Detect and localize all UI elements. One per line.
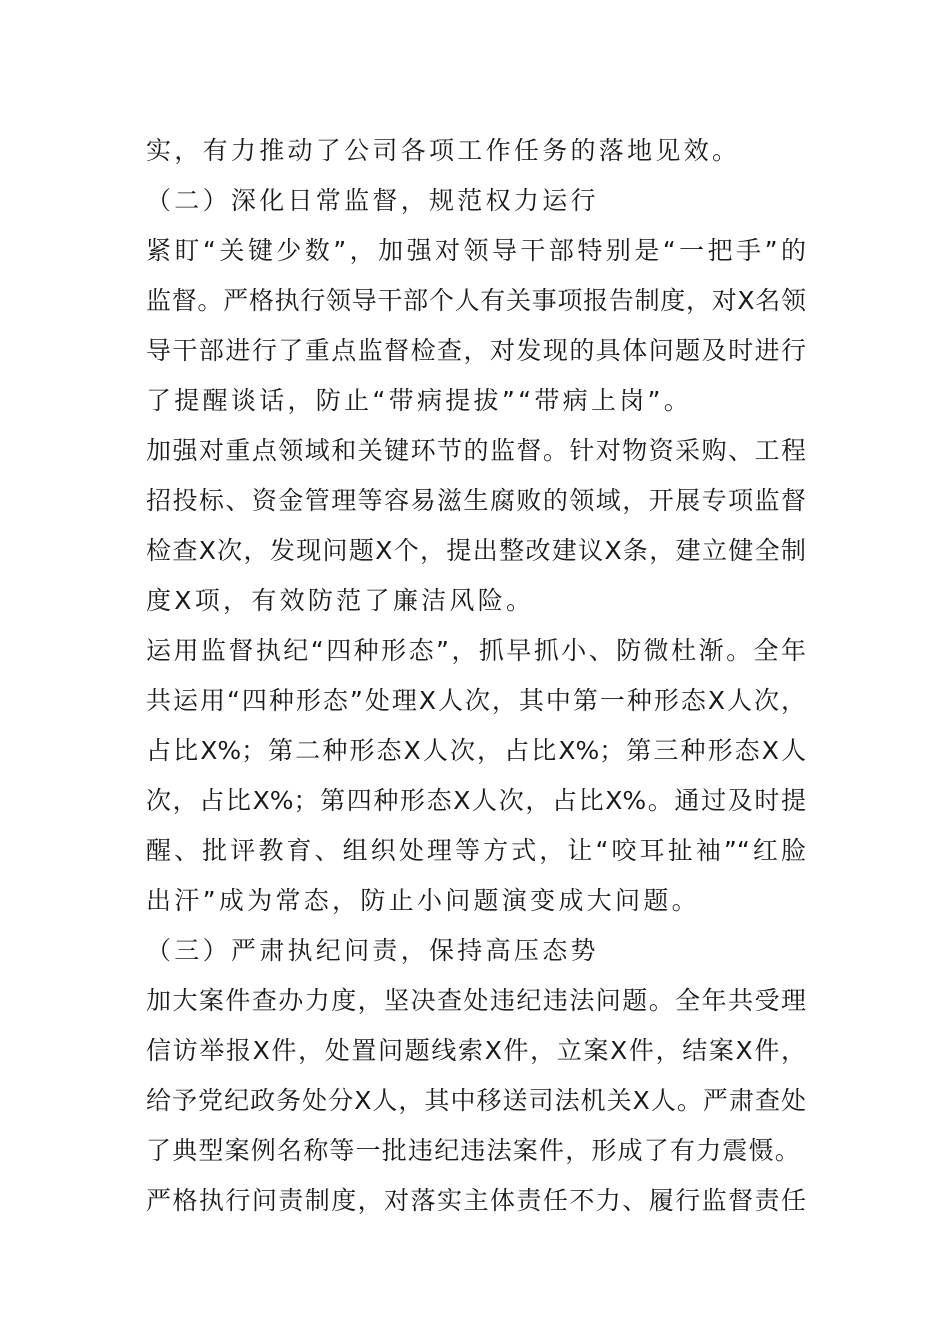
paragraph-line: 醒、批评教育、组织处理等方式，让“咬耳扯袖”“红脸 [146,836,806,865]
section-heading-3: （三）严肃执纪问责，保持高压态势 [146,936,599,965]
paragraph-line: 信访举报X件，处置问题线索X件，立案X件，结案X件， [146,1036,806,1065]
paragraph-line: 招投标、资金管理等容易滋生腐败的领域，开展专项监督 [146,486,806,515]
paragraph-line: 加强对重点领域和关键环节的监督。针对物资采购、工程 [146,436,806,465]
paragraph-line: 共运用“四种形态”处理X人次，其中第一种形态X人次， [146,686,806,715]
section-heading-2: （二）深化日常监督，规范权力运行 [146,186,599,215]
paragraph-line: 出汗”成为常态，防止小问题演变成大问题。 [146,886,700,915]
paragraph-line: 运用监督执纪“四种形态”，抓早抓小、防微杜渐。全年 [146,636,806,665]
paragraph-line: 检查X次，发现问题X个，提出整改建议X条，建立健全制 [146,536,806,565]
paragraph-line: 度X项，有效防范了廉洁风险。 [146,586,535,615]
paragraph-line: 严格执行问责制度，对落实主体责任不力、履行监督责任 [146,1186,806,1215]
paragraph-line-continuation: 实，有力推动了公司各项工作任务的落地见效。 [146,136,741,165]
paragraph-line: 加大案件查办力度，坚决查处违纪违法问题。全年共受理 [146,986,806,1015]
paragraph-line: 紧盯“关键少数”，加强对领导干部特别是“一把手”的 [146,236,806,265]
paragraph-line: 了提醒谈话，防止“带病提拔”“带病上岗”。 [146,386,693,415]
paragraph-line: 了典型案例名称等一批违纪违法案件，形成了有力震慑。 [146,1136,802,1165]
paragraph-line: 监督。严格执行领导干部个人有关事项报告制度，对X名领 [146,286,806,315]
paragraph-line: 给予党纪政务处分X人，其中移送司法机关X人。严肃查处 [146,1086,806,1115]
paragraph-line: 导干部进行了重点监督检查，对发现的具体问题及时进行 [146,336,806,365]
paragraph-line: 次，占比X%；第四种形态X人次，占比X%。通过及时提 [146,786,806,815]
paragraph-line: 占比X%；第二种形态X人次，占比X%；第三种形态X人 [146,736,806,765]
